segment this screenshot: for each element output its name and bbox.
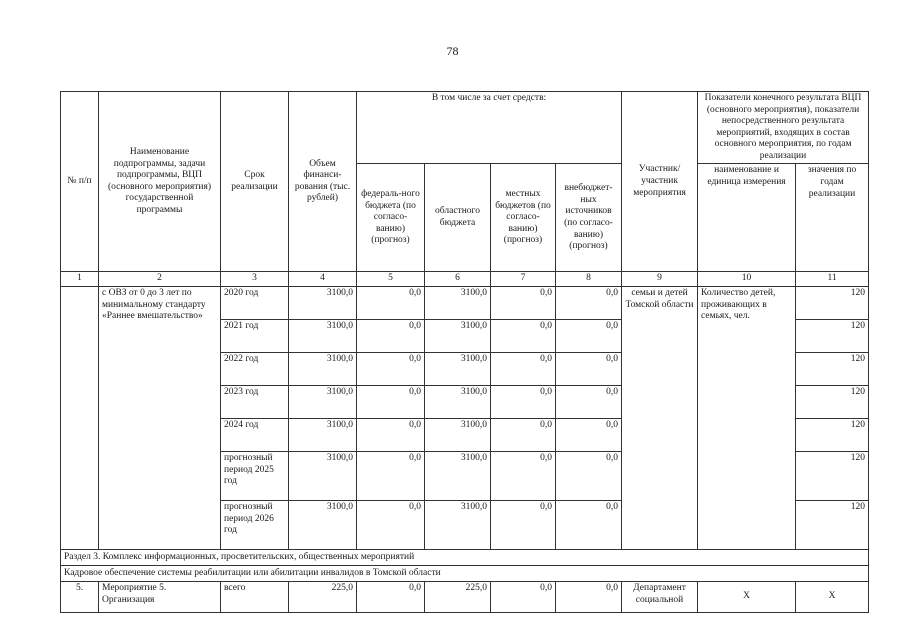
subsection-row — [61, 566, 869, 582]
table-row — [61, 287, 869, 320]
volume-cell: 225,0 — [289, 582, 357, 613]
volume-cell: 3100,0 — [289, 287, 357, 320]
header-no: № п/п — [61, 92, 99, 272]
extra-cell: 0,0 — [556, 386, 622, 419]
federal-cell: 0,0 — [357, 419, 425, 452]
local-cell: 0,0 — [491, 287, 556, 320]
section-row — [61, 550, 869, 566]
volume-cell: 3100,0 — [289, 452, 357, 501]
regional-cell: 3100,0 — [425, 353, 491, 386]
header-volume: Объем финанси-рования (тыс. рублей) — [289, 92, 357, 272]
regional-cell: 3100,0 — [425, 287, 491, 320]
federal-cell: 0,0 — [357, 452, 425, 501]
subsection-title: Кадровое обеспечение системы реабилитации или абилитации инвалидов в Томской области — [61, 566, 869, 582]
volume-cell: 3100,0 — [289, 386, 357, 419]
header-extrabudget: внебюджет-ных источников (по согласо-ванию) (прогноз) — [556, 164, 622, 272]
term-cell: всего — [221, 582, 289, 613]
column-number-row — [61, 272, 869, 287]
header-indicator-values: значения по годам реализации — [796, 164, 869, 272]
header-term: Срок реализации — [221, 92, 289, 272]
participant-cell: Департамент социальной — [622, 582, 698, 613]
federal-cell: 0,0 — [357, 582, 425, 613]
header-sources-group: В том числе за счет средств: — [357, 92, 622, 164]
indicator-value-cell: 120 — [796, 287, 869, 320]
federal-cell: 0,0 — [357, 287, 425, 320]
term-cell: 2024 год — [221, 419, 289, 452]
participant-cell: семьи и детей Томской области — [622, 287, 698, 550]
local-cell: 0,0 — [491, 582, 556, 613]
term-cell: прогнозный период 2026 год — [221, 501, 289, 550]
local-cell: 0,0 — [491, 501, 556, 550]
volume-cell: 3100,0 — [289, 501, 357, 550]
section-title: Раздел 3. Комплекс информационных, просветительских, общественных мероприятий — [61, 550, 869, 566]
column-number: 11 — [796, 272, 869, 287]
header-indicators-group: Показатели конечного результата ВЦП (основного мероприятия), показатели непосредственного результата мероприятий, входящих в состав основного мероприятия, по годам реализации — [698, 92, 869, 164]
federal-cell: 0,0 — [357, 386, 425, 419]
indicator-value-cell: 120 — [796, 353, 869, 386]
local-cell: 0,0 — [491, 452, 556, 501]
extra-cell: 0,0 — [556, 320, 622, 353]
column-number: 3 — [221, 272, 289, 287]
regional-cell: 3100,0 — [425, 320, 491, 353]
indicator-value-cell: 120 — [796, 452, 869, 501]
indicator-value-cell: 120 — [796, 501, 869, 550]
extra-cell: 0,0 — [556, 353, 622, 386]
extra-cell: 0,0 — [556, 501, 622, 550]
volume-cell: 3100,0 — [289, 320, 357, 353]
column-number: 8 — [556, 272, 622, 287]
volume-cell: 3100,0 — [289, 419, 357, 452]
header-regional: областного бюджета — [425, 164, 491, 272]
column-number: 1 — [61, 272, 99, 287]
indicator-value-cell: 120 — [796, 386, 869, 419]
extra-cell: 0,0 — [556, 419, 622, 452]
local-cell: 0,0 — [491, 386, 556, 419]
indicator-name-cell: Х — [698, 582, 796, 613]
local-cell: 0,0 — [491, 419, 556, 452]
column-number: 4 — [289, 272, 357, 287]
indicator-value-cell: Х — [796, 582, 869, 613]
header-indicator-name: наименование и единица измерения — [698, 164, 796, 272]
term-cell: 2020 год — [221, 287, 289, 320]
extra-cell: 0,0 — [556, 287, 622, 320]
table-row — [61, 582, 869, 613]
column-number: 7 — [491, 272, 556, 287]
row-number-cell — [61, 287, 99, 550]
event-name: Мероприятие 5. Организация — [99, 582, 221, 613]
indicator-value-cell: 120 — [796, 419, 869, 452]
extra-cell: 0,0 — [556, 582, 622, 613]
column-number: 10 — [698, 272, 796, 287]
indicator-name-cell: Количество детей, проживающих в семьях, чел. — [698, 287, 796, 550]
continuation-name: с ОВЗ от 0 до 3 лет по минимальному стандарту «Раннее вмешательство» — [99, 287, 221, 550]
header-row-1 — [61, 92, 869, 164]
regional-cell: 3100,0 — [425, 386, 491, 419]
volume-cell: 3100,0 — [289, 353, 357, 386]
column-number: 9 — [622, 272, 698, 287]
term-cell: 2023 год — [221, 386, 289, 419]
page-number: 78 — [446, 44, 459, 58]
term-cell: прогнозный период 2025 год — [221, 452, 289, 501]
column-number: 5 — [357, 272, 425, 287]
local-cell: 0,0 — [491, 353, 556, 386]
federal-cell: 0,0 — [357, 320, 425, 353]
header-name: Наименование подпрограммы, задачи подпрограммы, ВЦП (основного мероприятия) государственной программы — [99, 92, 221, 272]
term-cell: 2022 год — [221, 353, 289, 386]
federal-cell: 0,0 — [357, 501, 425, 550]
header-federal: федераль-ного бюджета (по согласо-ванию) (прогноз) — [357, 164, 425, 272]
event-number: 5. — [61, 582, 99, 613]
federal-cell: 0,0 — [357, 353, 425, 386]
column-number: 6 — [425, 272, 491, 287]
regional-cell: 3100,0 — [425, 452, 491, 501]
financing-table — [60, 91, 869, 613]
indicator-value-cell: 120 — [796, 320, 869, 353]
header-local: местных бюджетов (по согласо-ванию) (прогноз) — [491, 164, 556, 272]
regional-cell: 3100,0 — [425, 501, 491, 550]
regional-cell: 225,0 — [425, 582, 491, 613]
extra-cell: 0,0 — [556, 452, 622, 501]
local-cell: 0,0 — [491, 320, 556, 353]
header-participant: Участник/ участник мероприятия — [622, 92, 698, 272]
regional-cell: 3100,0 — [425, 419, 491, 452]
column-number: 2 — [99, 272, 221, 287]
term-cell: 2021 год — [221, 320, 289, 353]
